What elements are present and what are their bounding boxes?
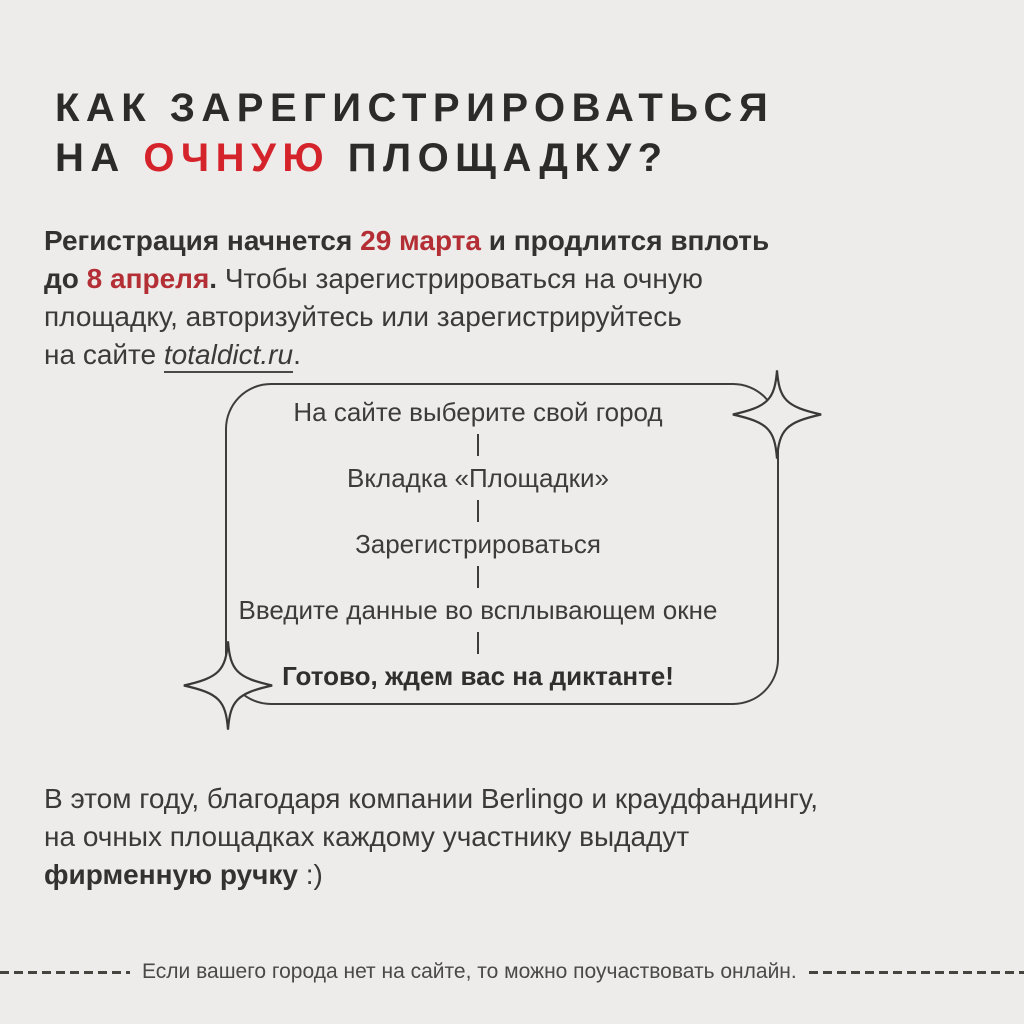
sparkle-star-icon <box>731 366 823 463</box>
step-item-5: Готово, ждем вас на диктанте! <box>282 661 674 691</box>
step-item-2: Вкладка «Площадки» <box>347 463 609 493</box>
intro-bold-3: до <box>44 263 87 294</box>
step-item-3: Зарегистрироваться <box>355 529 601 559</box>
footer-note: Если вашего города нет на сайте, то можно поучаствовать онлайн. <box>142 960 797 983</box>
page-title <box>55 83 774 183</box>
step-connector <box>477 492 479 530</box>
intro-after-link: . <box>293 339 301 370</box>
step-item-1: На сайте выберите свой город <box>293 397 663 427</box>
title-highlight: ОЧНУЮ <box>143 135 331 180</box>
title-line-1: КАК ЗАРЕГИСТРИРОВАТЬСЯ <box>55 85 775 130</box>
footer <box>0 958 1024 986</box>
registration-steps-list <box>227 385 777 703</box>
sparkle-star-icon <box>182 637 274 734</box>
outro-tail: :) <box>297 859 323 890</box>
step-item-4: Введите данные во всплывающем окне <box>238 595 718 625</box>
intro-regular-1: Чтобы зарегистрироваться на очную <box>217 263 703 294</box>
title-line-2-prefix: НА <box>55 135 144 180</box>
outro-line-2: на очных площадках каждому участнику выдадут <box>44 821 690 852</box>
intro-bold-2: и продлится вплоть <box>480 225 770 256</box>
step-connector <box>477 426 479 464</box>
outro-bold: фирменную ручку <box>44 859 298 890</box>
registration-start-date: 29 марта <box>360 225 481 256</box>
outro-line-1: В этом году, благодаря компании Berlingo и краудфандингу, <box>44 783 819 814</box>
step-connector <box>477 624 479 662</box>
footer-dash-left <box>0 971 130 974</box>
intro-bold-4: . <box>209 263 218 294</box>
intro-paragraph <box>44 222 944 374</box>
intro-bold-1: Регистрация начнется <box>44 225 361 256</box>
step-connector <box>477 558 479 596</box>
registration-steps-box <box>225 383 779 705</box>
title-line-2-suffix: ПЛОЩАДКУ? <box>330 135 669 180</box>
intro-regular-3: на сайте <box>44 339 164 370</box>
outro-paragraph <box>44 780 964 894</box>
site-link[interactable]: totaldict.ru <box>164 339 293 373</box>
footer-dash-right <box>809 971 1024 974</box>
registration-end-date: 8 апреля <box>86 263 210 294</box>
intro-regular-2: площадку, авторизуйтесь или зарегистрируйтесь <box>44 301 682 332</box>
